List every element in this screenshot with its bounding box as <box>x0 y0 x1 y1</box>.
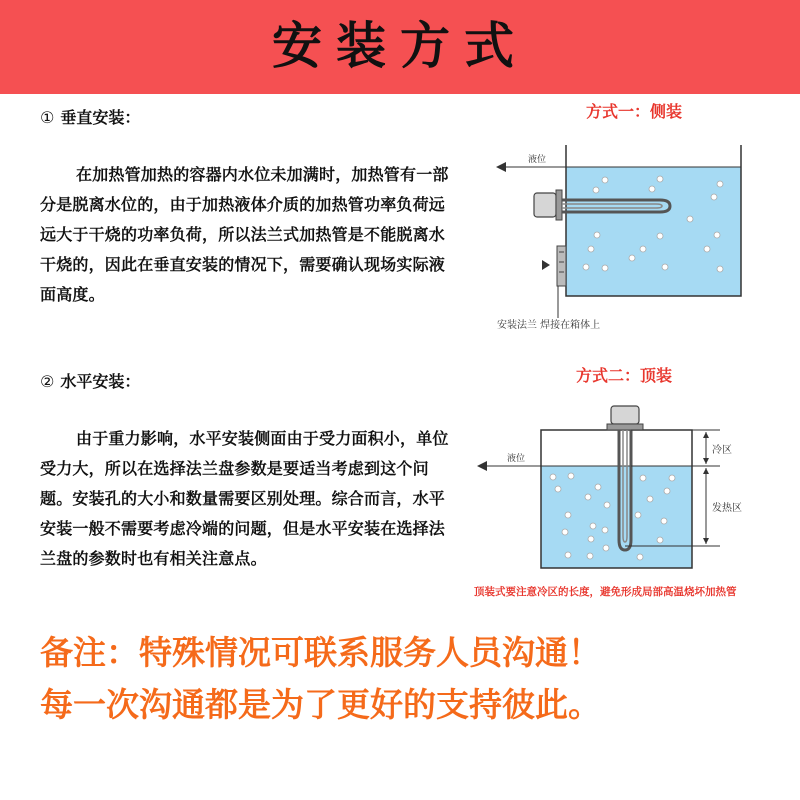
bubbles-1 <box>583 176 723 272</box>
bubbles-2 <box>550 473 675 560</box>
section-vertical-title: 垂直安装： <box>60 108 141 127</box>
heater2-tube <box>619 430 631 550</box>
diagram1-caption: 安装法兰 焊接在箱体上 <box>497 320 601 331</box>
diagram1-title: 方式一：侧装 <box>585 102 683 121</box>
diagram2-title: 方式二：顶装 <box>575 366 673 385</box>
section-horizontal-body: 由于重力影响，水平安装侧面由于受力面积小，单位受力大，所以在选择法兰盘参数是要适当考虑到这个问题。安装孔的大小和数量需要区别处理。综合而言，水平安装一般不需要考虑冷端的问题，但是水平安装在选择法兰盘的参数时也有相关注意点。 <box>40 429 449 568</box>
arrow-head-left-icon <box>496 162 506 172</box>
circled-number-1: ① <box>40 108 55 127</box>
tank2-outline <box>541 430 692 568</box>
mounting-flange <box>557 246 566 286</box>
arrow-head-right-icon <box>542 260 550 270</box>
arrow-head-left-icon <box>477 461 487 471</box>
section-horizontal-title: 水平安装： <box>60 372 141 391</box>
header-banner <box>0 0 800 94</box>
tank2-water <box>541 466 692 568</box>
diagram1-level-label: 液位 <box>528 155 547 165</box>
heater2-flange <box>607 424 643 430</box>
heater2-head <box>611 406 639 424</box>
tank1-water <box>566 167 741 296</box>
heater1-head <box>534 193 556 217</box>
cold-zone-label: 冷区 <box>712 445 732 456</box>
page-title: 安装方式 <box>272 17 528 75</box>
heater1-tube <box>562 200 670 212</box>
circled-number-2: ② <box>40 372 55 391</box>
diagram2-note: 顶装式要注意冷区的长度，避免形成局部高温烧坏加热管 <box>474 586 737 598</box>
remark-line-2: 每一次沟通都是为了更好的支持彼此。 <box>40 685 601 724</box>
heater1-flange <box>556 190 562 220</box>
tank1-outline <box>566 145 741 296</box>
section-vertical-heading <box>40 108 140 128</box>
remark-line-1: 备注：特殊情况可联系服务人员沟通！ <box>40 633 601 672</box>
section-horizontal-heading <box>40 372 140 392</box>
diagram2-level-label: 液位 <box>507 454 526 464</box>
section-vertical-body: 在加热管加热的容器内水位未加满时，加热管有一部分是脱离水位的，由于加热液体介质的加热管功率负荷远远大于干烧的功率负荷，所以法兰式加热管是不能脱离水干烧的，因此在垂直安装的情况下，需要确认现场实际液面高度。 <box>40 165 449 304</box>
heat-zone-label: 发热区 <box>712 503 742 514</box>
